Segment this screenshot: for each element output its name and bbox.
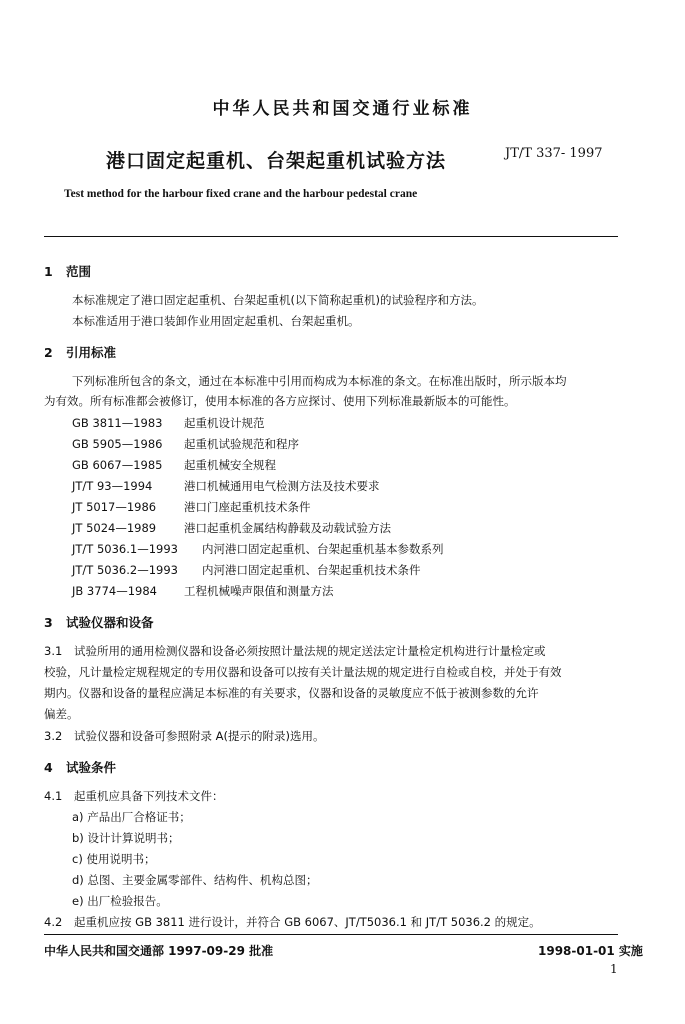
list-item: e) 出厂检验报告。 (72, 894, 168, 908)
section-2-heading (44, 343, 116, 361)
section-title: 引用标准 (66, 345, 117, 360)
clause-4-2: 4.2 起重机应按 GB 3811 进行设计，并符合 GB 6067、JT/T5036.1 和 JT/T 5036.2 的规定。 (44, 915, 541, 929)
section-number: 2 (44, 345, 53, 360)
reference-item: JB 3774—1984 工程机械噪声限值和测量方法 (72, 584, 334, 598)
issuing-organization: 中华人民共和国交通行业标准 (212, 99, 473, 119)
reference-item: JT/T 93—1994 港口机械通用电气检测方法及技术要求 (72, 479, 380, 493)
reference-item: JT 5017—1986 港口门座起重机技术条件 (72, 500, 311, 514)
english-title: Test method for the harbour fixed crane and the harbour pedestal crane (64, 188, 418, 200)
list-item: b) 设计计算说明书； (72, 831, 180, 845)
approval-info: 中华人民共和国交通部 1997-09-29 批准 (44, 944, 274, 958)
clause-3-1-line-4: 偏差。 (44, 707, 79, 721)
list-item: a) 产品出厂合格证书； (72, 810, 191, 824)
section-number: 3 (44, 615, 53, 630)
section-1-heading (44, 262, 91, 280)
document-title: 港口固定起重机、台架起重机试验方法 (106, 150, 447, 172)
effective-date: 1998-01-01 实施 (538, 944, 643, 958)
clause-3-1-line-2: 校验，凡计量检定规程规定的专用仪器和设备可以按有关计量法规的规定进行自检或自校，并处于有效 (44, 665, 562, 679)
list-item: d) 总图、主要金属零部件、结构件、机构总图； (72, 873, 318, 887)
section-title: 试验条件 (66, 760, 117, 775)
clause-4-1: 4.1 起重机应具备下列技术文件： (44, 789, 224, 803)
reference-item: JT 5024—1989 港口起重机金属结构静载及动载试验方法 (72, 521, 391, 535)
clause-3-2: 3.2 试验仪器和设备可参照附录 A(提示的附录)选用。 (44, 729, 325, 743)
section-4-heading (44, 758, 116, 776)
section-title: 范围 (66, 264, 92, 279)
reference-item: JT/T 5036.1—1993 内河港口固定起重机、台架起重机基本参数系列 (72, 542, 444, 556)
header-divider (44, 236, 618, 237)
reference-item: GB 6067—1985 起重机械安全规程 (72, 458, 276, 472)
section-number: 1 (44, 264, 53, 279)
section-2-intro-line-2: 为有效。所有标准都会被修订，使用本标准的各方应探讨、使用下列标准最新版本的可能性。 (44, 394, 516, 408)
reference-item: JT/T 5036.2—1993 内河港口固定起重机、台架起重机技术条件 (72, 563, 421, 577)
section-number: 4 (44, 760, 53, 775)
standard-code: JT/T 337- 1997 (505, 146, 603, 161)
reference-item: GB 5905—1986 起重机试验规范和程序 (72, 437, 299, 451)
section-3-heading (44, 613, 154, 631)
reference-item: GB 3811—1983 起重机设计规范 (72, 416, 265, 430)
clause-3-1-line-3: 期内。仪器和设备的量程应满足本标准的有关要求，仪器和设备的灵敏度应不低于被测参数的允许 (44, 686, 539, 700)
clause-3-1-line-1: 3.1 试验所用的通用检测仪器和设备必须按照计量法规的规定送法定计量检定机构进行计量检定或 (44, 644, 546, 658)
section-1-line-2: 本标准适用于港口装卸作业用固定起重机、台架起重机。 (72, 314, 360, 328)
page-number: 1 (610, 962, 618, 976)
section-1-line-1: 本标准规定了港口固定起重机、台架起重机(以下简称起重机)的试验程序和方法。 (72, 293, 484, 307)
section-2-intro-line-1: 下列标准所包含的条文，通过在本标准中引用而构成为本标准的条文。在标准出版时，所示版本均 (72, 374, 567, 388)
list-item: c) 使用说明书； (72, 852, 156, 866)
footer-divider (44, 934, 618, 935)
section-title: 试验仪器和设备 (66, 615, 154, 630)
